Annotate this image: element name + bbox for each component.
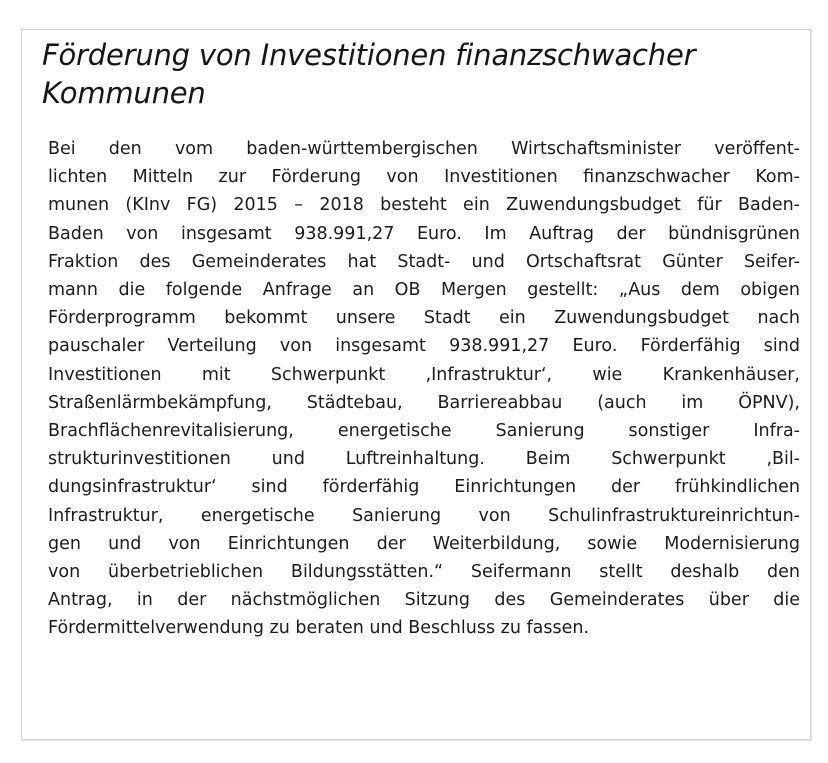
headline-line: Förderung von Investitionen finanzschwacher (42, 38, 696, 72)
body-line: Fraktion des Gemeinderates hat Stadt- und Ortschaftsrat Günter Seifer- (48, 251, 800, 272)
body-line: Investitionen mit Schwerpunkt ‚Infrastruktur‘, wie Krankenhäuser, (48, 364, 800, 385)
body-line: von überbetrieblichen Bildungsstätten.“ Seifermann stellt deshalb den (48, 562, 800, 583)
body-line: lichten Mitteln zur Förderung von Investitionen finanzschwacher Kom- (48, 167, 800, 188)
body-line: dungsinfrastruktur‘ sind förderfähig Einrichtungen der frühkindlichen (48, 477, 800, 498)
body-line: Bei den vom baden-württembergischen Wirtschaftsminister veröffent- (48, 139, 800, 159)
body-line: mann die folgende Anfrage an OB Mergen gestellt: „Aus dem obigen (48, 280, 800, 301)
body-line: strukturinvestitionen und Luftreinhaltung. Beim Schwerpunkt ‚Bil- (48, 449, 800, 470)
body-line: Infrastruktur, energetische Sanierung von Schulinfrastruktureinrichtun- (48, 505, 800, 526)
body-line: Baden von insgesamt 938.991,27 Euro. Im Auftrag der bündnisgrünen (48, 223, 800, 244)
body-line: Straßenlärmbekämpfung, Städtebau, Barriereabbau (auch im ÖPNV), (48, 392, 800, 413)
article-body (48, 135, 800, 643)
body-line: munen (KInv FG) 2015 – 2018 besteht ein Zuwendungsbudget für Baden- (48, 195, 800, 216)
body-line: Förderprogramm bekommt unsere Stadt ein Zuwendungsbudget nach (48, 308, 800, 329)
body-line: Fördermittelverwendung zu beraten und Beschluss zu fassen. (48, 618, 590, 639)
body-line: pauschaler Verteilung von insgesamt 938.991,27 Euro. Förderfähig sind (48, 336, 800, 357)
newspaper-clipping (21, 29, 811, 740)
body-line: gen und von Einrichtungen der Weiterbildung, sowie Modernisierung (48, 533, 800, 554)
article-headline (42, 36, 802, 112)
headline-line: Kommunen (42, 76, 206, 110)
body-line: Brachflächenrevitalisierung, energetische Sanierung sonstiger Infra- (48, 421, 800, 442)
body-line: Antrag, in der nächstmöglichen Sitzung des Gemeinderates über die (48, 590, 800, 611)
